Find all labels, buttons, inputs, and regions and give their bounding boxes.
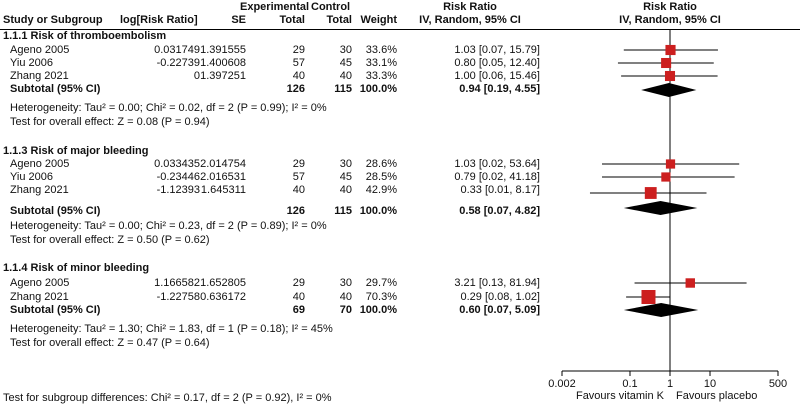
subgroup-differences-text: Test for subgroup differences: Chi² = 0.17, df = 2 (P = 0.92), I² = 0% — [3, 392, 332, 404]
x-tick-label: 0.002 — [548, 378, 576, 390]
logrr-value: 0 — [193, 70, 200, 82]
header-risk-ratio-right: Risk Ratio — [643, 1, 697, 13]
ctrl-total-value: 45 — [339, 57, 352, 69]
study-name: Zhang 2021 — [10, 70, 69, 82]
study-name: Ageno 2005 — [10, 44, 70, 56]
weight-value: 70.3% — [365, 291, 397, 303]
ctrl-total-value: 40 — [339, 70, 352, 82]
overall-effect-text: Test for overall effect: Z = 0.47 (P = 0.64) — [10, 337, 210, 349]
header-study: Study or Subgroup — [3, 14, 103, 26]
se-value: 1.397251 — [200, 70, 246, 82]
exp-total-value: 57 — [292, 57, 305, 69]
se-value: 1.391555 — [200, 44, 246, 56]
x-tick-label: 1 — [666, 378, 674, 390]
study-marker — [665, 71, 675, 81]
header-ctrl-total: Total — [326, 14, 352, 26]
ctrl-total-value: 40 — [339, 184, 352, 196]
logrr-value: -1.22758 — [156, 291, 200, 303]
study-marker — [661, 172, 670, 181]
ctrl-total-value: 45 — [339, 171, 352, 183]
subtotal-label: Subtotal (95% CI) — [10, 304, 101, 316]
ctrl-total-value: 30 — [339, 44, 352, 56]
logrr-value: -0.22739 — [156, 57, 200, 69]
header-logrr: log[Risk Ratio] — [120, 14, 198, 26]
se-value: 1.400608 — [200, 57, 246, 69]
ctrl-total-value: 30 — [339, 158, 352, 170]
exp-total-value: 29 — [292, 44, 305, 56]
exp-total-value: 29 — [292, 277, 305, 289]
ci-text: 0.80 [0.05, 12.40] — [454, 57, 540, 69]
x-tick-label: 10 — [703, 378, 717, 390]
se-value: 2.016531 — [200, 171, 246, 183]
subtotal-weight: 100.0% — [359, 304, 397, 316]
se-value: 0.636172 — [200, 291, 246, 303]
weight-value: 33.3% — [365, 70, 397, 82]
weight-value: 29.7% — [365, 277, 397, 289]
subtotal-diamond — [624, 201, 698, 215]
subtotal-label: Subtotal (95% CI) — [10, 205, 101, 217]
ctrl-total-value: 40 — [339, 291, 352, 303]
heterogeneity-text: Heterogeneity: Tau² = 1.30; Chi² = 1.83, df = 1 (P = 0.18); I² = 45% — [10, 323, 333, 335]
study-name: Yiu 2006 — [10, 57, 54, 69]
header-ci-right: IV, Random, 95% CI — [619, 14, 721, 26]
subtotal-label: Subtotal (95% CI) — [10, 83, 101, 95]
study-name: Zhang 2021 — [10, 291, 69, 303]
group-title: 1.1.1 Risk of thromboembolism — [3, 30, 167, 42]
header-risk-ratio-left: Risk Ratio — [443, 1, 497, 13]
subtotal-exp-total: 126 — [286, 83, 305, 95]
ci-text: 1.00 [0.06, 15.46] — [454, 70, 540, 82]
group-title: 1.1.3 Risk of major bleeding — [3, 145, 149, 157]
header-exp-total: Total — [279, 14, 305, 26]
study-marker — [661, 58, 671, 68]
logrr-value: -1.12393 — [156, 184, 200, 196]
header-experimental: Experimental — [240, 1, 310, 13]
study-name: Ageno 2005 — [10, 277, 70, 289]
study-marker — [686, 278, 695, 287]
heterogeneity-text: Heterogeneity: Tau² = 0.00; Chi² = 0.23, df = 2 (P = 0.89); I² = 0% — [10, 220, 327, 232]
study-name: Yiu 2006 — [10, 171, 54, 183]
logrr-value: 0.033435 — [154, 158, 200, 170]
header-ci-left: IV, Random, 95% CI — [419, 14, 521, 26]
exp-total-value: 40 — [292, 184, 305, 196]
exp-total-value: 29 — [292, 158, 305, 170]
logrr-value: -0.23446 — [156, 171, 200, 183]
se-value: 1.645311 — [200, 184, 246, 196]
weight-value: 28.6% — [365, 158, 397, 170]
exp-total-value: 57 — [292, 171, 305, 183]
weight-value: 28.5% — [365, 171, 397, 183]
subtotal-exp-total: 126 — [286, 205, 305, 217]
header-weight: Weight — [360, 14, 397, 26]
subtotal-exp-total: 69 — [292, 304, 305, 316]
overall-effect-text: Test for overall effect: Z = 0.50 (P = 0.62) — [10, 234, 210, 246]
x-tick-label: 0.1 — [622, 378, 638, 390]
study-marker — [641, 290, 655, 304]
ci-text: 0.29 [0.08, 1.02] — [460, 291, 540, 303]
exp-total-value: 40 — [292, 70, 305, 82]
subtotal-weight: 100.0% — [359, 83, 397, 95]
study-marker — [666, 159, 675, 168]
subtotal-ci-text: 0.58 [0.07, 4.82] — [459, 205, 540, 217]
se-value: 2.014754 — [200, 158, 246, 170]
subtotal-ctrl-total: 115 — [334, 205, 352, 217]
favours-right-label: Favours placebo — [676, 390, 758, 402]
subtotal-ci-text: 0.94 [0.19, 4.55] — [459, 83, 540, 95]
study-name: Zhang 2021 — [10, 184, 69, 196]
subtotal-diamond — [624, 303, 698, 317]
logrr-value: 0.031749 — [154, 44, 200, 56]
study-name: Ageno 2005 — [10, 158, 70, 170]
ci-text: 3.21 [0.13, 81.94] — [454, 277, 540, 289]
logrr-value: 1.166582 — [154, 277, 200, 289]
header-se: SE — [231, 14, 246, 26]
ci-text: 0.33 [0.01, 8.17] — [460, 184, 540, 196]
subtotal-ci-text: 0.60 [0.07, 5.09] — [459, 304, 540, 316]
ci-text: 1.03 [0.02, 53.64] — [454, 158, 540, 170]
study-marker — [665, 45, 675, 55]
favours-left-label: Favours vitamin K — [575, 390, 664, 402]
ci-text: 0.79 [0.02, 41.18] — [454, 171, 540, 183]
group-title: 1.1.4 Risk of minor bleeding — [3, 262, 150, 274]
heterogeneity-text: Heterogeneity: Tau² = 0.00; Chi² = 0.02, df = 2 (P = 0.99); I² = 0% — [10, 102, 327, 114]
subtotal-weight: 100.0% — [359, 205, 397, 217]
study-marker — [645, 187, 657, 199]
ctrl-total-value: 30 — [339, 277, 352, 289]
subtotal-ctrl-total: 70 — [339, 304, 352, 316]
weight-value: 33.1% — [365, 57, 397, 69]
se-value: 1.652805 — [200, 277, 246, 289]
ci-text: 1.03 [0.07, 15.79] — [454, 44, 540, 56]
weight-value: 33.6% — [365, 44, 397, 56]
x-tick-label: 500 — [768, 378, 788, 390]
weight-value: 42.9% — [365, 184, 397, 196]
header-control: Control — [311, 1, 351, 13]
subtotal-ctrl-total: 115 — [334, 83, 352, 95]
overall-effect-text: Test for overall effect: Z = 0.08 (P = 0.94) — [10, 116, 210, 128]
exp-total-value: 40 — [292, 291, 305, 303]
subtotal-diamond — [641, 83, 696, 97]
